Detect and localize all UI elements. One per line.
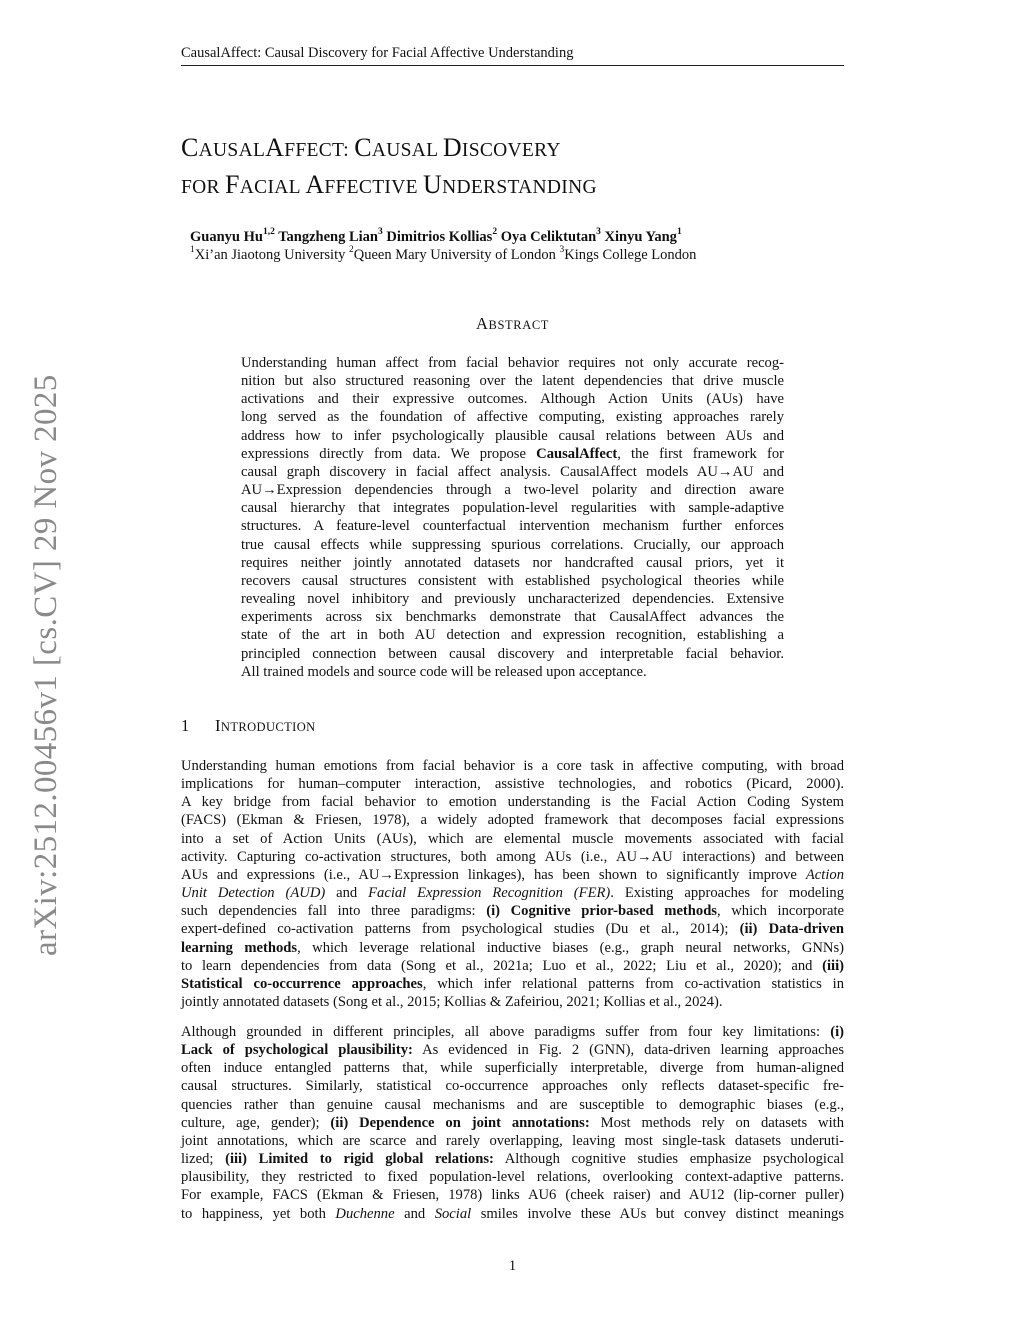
abstract-line: Understanding human affect from facial behavior requires not only accurate recog- [241, 355, 784, 371]
abstract-body [241, 354, 784, 681]
abstract-line: revealing novel inhibitory and previously uncharacterized dependencies. Extensive [241, 591, 784, 608]
title-line-1 [181, 133, 561, 162]
section-heading-introduction: 1 INTRODUCTION [181, 716, 316, 735]
title-word: CAUSAL [354, 133, 443, 162]
author: Guanyu Hu$^{1,2}$ [190, 227, 275, 245]
intro-paragraph-2: Although grounded in different principles, all above paradigms suffer from four key limitations: (i) Lack of psychological plausibility: As evidenced in Fig. 2 (GNN), data-driven learning approaches often induce entangled patterns that, while superficially interpretable, diverge from human-aligned causal structures. Similarly, statistical co-occurrence approaches only reflects dataset-specific fre- quencies rather than genuine causal mechanisms and are susceptible to demographic biases (e.g., culture, age, gender); (ii) Dependence on joint annotations: Most methods rely on datasets with joint annotations, which are scarce and rarely overlapping, leaving most single-task datasets underuti- lized; (iii) Limited to rigid global relations: Although cognitive studies emphasize psychological plausibility, they restricted to fixed population-level relations, overlooking context-adaptive patterns. For example, FACS (Ekman & Friesen, 1978) links AU6 (cheek raiser) and AU12 (lip-corner puller) to happiness, yet both Duchenne and Social smiles involve these AUs but convey distinct meanings [181, 1024, 845, 1222]
abstract-line: long served as the foundation of affective computing, existing approaches rarely [241, 409, 784, 426]
paper-title [181, 131, 844, 205]
intro-paragraph-1: Understanding human emotions from facial behavior is a core task in affective computing, with broad implications for human–computer interaction, assistive technologies, and robotics (Picard, 2000). A key bridge from facial behavior to emotion understanding is the Facial Action Coding System (FACS) (Ekman & Friesen, 1978), a widely adopted framework that decomposes facial expressions into a set of Action Units (AUs), which are elemental muscle movements associated with facial activity. Capturing co-activation structures, both among AUs (i.e., AU→AU interactions) and between AUs and expressions (i.e., AU→Expression linkages), has been shown to significantly improve Action Unit Detection (AUD) and Facial Expression Recognition (FER). Existing approaches for modeling such dependencies fall into three paradigms: (i) Cognitive prior-based methods, which incorporate expert-defined co-activation patterns from psychological studies (Du et al., 2014); (ii) Data-driven learning methods, which leverage relational inductive biases (e.g., graph neural networks, GNNs) to learn dependencies from data (Song et al., 2021a; Luo et al., 2022; Liu et al., 2020); and (iii) Statistical co-occurrence approaches, which infer relational patterns from co-activation statistics in jointly annotated datasets (Song et al., 2015; Kollias & Zafeiriou, 2021; Kollias et al., 2024). [181, 758, 844, 1011]
title-word: CAUSAL [181, 133, 266, 162]
abstract-heading: ABSTRACT [476, 314, 549, 333]
title-word: FACIAL [225, 170, 306, 199]
affiliation: Queen Mary University of London [353, 247, 556, 263]
author: Oya Celiktutan$^3$ [500, 227, 601, 245]
title-word: AFFECTIVE [305, 170, 423, 199]
abstract-line: activations and their expressive outcomes. Although Action Units (AUs) have [241, 391, 784, 408]
abstract-line: All trained models and source code will be released upon acceptance. [241, 663, 647, 680]
title-word: DISCOVERY [442, 133, 561, 162]
affiliation-list: $^1$Xi’an Jiaotong University $^2$Queen Mary University of London $^3$Kings College London [190, 245, 697, 263]
abstract-line: nition but also structured reasoning over the latent dependencies that drive muscle [241, 373, 784, 390]
title-word: AFFECT: [265, 133, 355, 162]
abstract-line: expressions directly from data. We propose CausalAffect, the first framework for [241, 445, 784, 462]
title-word: UNDERSTANDING [422, 170, 597, 199]
page-number: 1 [508, 1258, 517, 1274]
abstract-line: principled connection between causal discovery and interpretable facial behavior. [241, 645, 784, 662]
abstract-line: requires neither jointly annotated datasets nor handcrafted causal priors, yet it [241, 554, 784, 571]
title-line-2 [181, 170, 597, 199]
affiliation: Kings College London [564, 247, 697, 263]
author-list [190, 228, 844, 247]
affiliation: Xi’an Jiaotong University [194, 247, 346, 263]
abstract-line: true causal effects while suppressing spurious correlations. Crucially, our approach [241, 536, 784, 553]
abstract-line: recovers causal structures consistent with established psychological theories while [241, 572, 784, 589]
abstract-line: address how to infer psychologically plausible causal relations between AUs and [241, 427, 784, 444]
arxiv-identifier-stamp: arXiv:2512.00456v1 [cs.CV] 29 Nov 2025 [28, 374, 64, 956]
author: Xinyu Yang$^1$ [604, 227, 682, 245]
abstract-line: causal graph discovery in facial affect analysis. CausalAffect models AU→AU and [241, 463, 784, 480]
title-word: FOR [181, 177, 226, 198]
abstract-line: state of the art in both AU detection and expression recognition, establishing a [241, 627, 784, 644]
abstract-line: causal hierarchy that integrates population-level regularities with sample-adaptive [241, 500, 784, 517]
running-head: CausalAffect: Causal Discovery for Facial Affective Understanding [181, 44, 844, 66]
method-name: CausalAffect [536, 445, 618, 462]
author: Dimitrios Kollias$^2$ [386, 227, 498, 245]
abstract-line: structures. A feature-level counterfactual intervention mechanism further enforces [241, 518, 784, 535]
author: Tangzheng Lian$^3$ [278, 227, 383, 245]
abstract-line: experiments across six benchmarks demonstrate that CausalAffect advances the [241, 609, 784, 626]
abstract-line: AU→Expression dependencies through a two-level polarity and direction aware [241, 482, 784, 499]
